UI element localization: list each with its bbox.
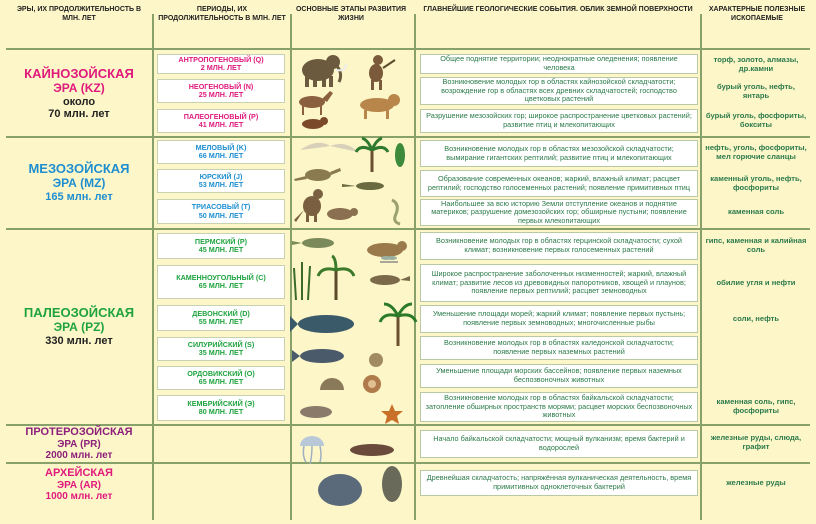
seahorse-icon xyxy=(392,200,400,224)
resource-cell: железные руды xyxy=(726,477,786,487)
resource-cell: железные руды, слюда, графит xyxy=(710,433,802,451)
period-duration: 35 МЛН. ЛЕТ xyxy=(198,348,244,357)
period-name: ПАЛЕОГЕНОВЫЙ (P) xyxy=(183,111,259,121)
reptile-icon xyxy=(327,208,358,220)
event-cell: Возникновение молодых гор в областях герцинской складчатости; сухой климат; возникновение первых голосеменных растений xyxy=(420,232,698,260)
horsetail-icon xyxy=(294,262,310,300)
period-duration: 41 МЛН. ЛЕТ xyxy=(198,120,244,129)
period-name: ЮРСКИЙ (J) xyxy=(199,171,243,181)
sabertooth-icon xyxy=(360,94,400,119)
nautilus-icon xyxy=(363,375,381,393)
period-duration: 25 МЛН. ЛЕТ xyxy=(198,90,244,99)
amphibian-icon xyxy=(292,238,334,248)
era-name: ПРОТЕРОЗОЙСКАЯ xyxy=(25,426,133,439)
period-name: КЕМБРИЙСКИЙ (Э) xyxy=(187,398,255,408)
early-human-icon xyxy=(369,55,395,90)
event-cell: Начало байкальской складчатости; мощный вулканизм; время бактерий и водорослей xyxy=(420,430,698,458)
event-cell: Уменьшение площади морских бассейнов; появление первых наземных беспозвоночных животных xyxy=(420,364,698,388)
era-duration: 165 млн. лет xyxy=(45,191,113,204)
mammoth-icon xyxy=(302,55,346,87)
era-name: АРХЕЙСКАЯ xyxy=(45,467,113,480)
event-cell: Широкое распространение заболоченных низменностей; жаркий, влажный климат; развитие лесов из древовидных папоротников, хвощей и плаунов; появление первых рептилий; расцвет земноводных xyxy=(420,264,698,302)
period-duration: 45 МЛН. ЛЕТ xyxy=(198,245,244,254)
era-abbr: ЭРА (AR) xyxy=(56,479,101,491)
resource-cell: нефть, уголь, фосфориты, мел горючие сланцы xyxy=(705,143,807,161)
event-cell: Возникновение молодых гор в областях каледонской складчатости; появление первых наземных растений xyxy=(420,336,698,360)
lizard-icon xyxy=(342,182,384,190)
era-name: ПАЛЕОЗОЙСКАЯ xyxy=(23,305,135,321)
event-cell: Древнейшая складчатость; напряжённая вулканическая деятельность, время примитивных одноклеточных бактерий xyxy=(420,470,698,496)
coelacanth-icon xyxy=(290,315,354,333)
event-cell: Общее поднятие территории; неоднократные оледенения; появление человека xyxy=(420,54,698,74)
period-duration: 65 МЛН. ЛЕТ xyxy=(198,377,244,386)
resource-cell: каменная соль xyxy=(728,206,784,216)
era-duration: около xyxy=(62,95,96,108)
header-era: ЭРЫ, ИХ ПРОДОЛЖИТЕЛЬНОСТЬ В МЛН. ЛЕТ xyxy=(16,6,142,22)
era-duration: 70 млн. лет xyxy=(48,108,110,121)
period-duration: 66 МЛН. ЛЕТ xyxy=(198,151,244,160)
resource-cell: обилие угля и нефти xyxy=(716,277,796,287)
era-duration: 1000 млн. лет xyxy=(45,491,113,503)
trilobite-icon xyxy=(300,406,332,418)
shell-icon xyxy=(320,378,344,390)
era-duration: 330 млн. лет xyxy=(45,335,113,348)
era-duration: 2000 млн. лет xyxy=(45,450,113,462)
theropod-icon xyxy=(294,189,323,222)
resource-cell: соли, нефть xyxy=(732,313,780,323)
period-name: ОРДОВИКСКИЙ (O) xyxy=(187,368,255,378)
palm-tree-icon xyxy=(380,304,416,346)
period-name: МЕЛОВЫЙ (K) xyxy=(195,142,247,152)
resource-cell: каменный уголь, нефть, фосфориты xyxy=(710,174,802,192)
resource-cell: бурый уголь, фосфориты, бокситы xyxy=(705,111,807,129)
resource-cell: гипс, каменная и калийная соль xyxy=(705,236,807,254)
event-cell: Возникновение молодых гор в областях мезозойской складчатости; вымирание гигантских рептилий; развитие птиц и млекопитающих xyxy=(420,140,698,167)
header-periods: ПЕРИОДЫ, ИХ ПРОДОЛЖИТЕЛЬНОСТЬ В МЛН. ЛЕТ xyxy=(158,6,286,22)
dragonfly-icon xyxy=(380,256,398,262)
horse-icon xyxy=(299,91,333,115)
small-mammal-icon xyxy=(302,117,328,129)
fern-icon xyxy=(395,143,405,167)
era-name: КАЙНОЗОЙСКАЯ xyxy=(24,65,134,81)
snail-icon xyxy=(369,353,383,367)
event-cell: Образование современных океанов; жаркий, влажный климат; расцвет рептилий; господство голосеменных растений; появление примитивных птиц xyxy=(420,170,698,197)
era-abbr: ЭРА (PR) xyxy=(57,438,101,450)
period-name: АНТРОПОГЕНОВЫЙ (Q) xyxy=(178,54,264,64)
fish-icon xyxy=(292,349,344,363)
worm-icon xyxy=(350,444,394,456)
header-events: ГЛАВНЕЙШИЕ ГЕОЛОГИЧЕСКИЕ СОБЫТИЯ. ОБЛИК ЗЕМНОЙ ПОВЕРХНОСТИ xyxy=(423,6,693,13)
era-abbr: ЭРА (KZ) xyxy=(53,80,105,95)
event-cell: Возникновение молодых гор в областях байкальской складчатости; затопление обширных пространств морями; расцвет морских беспозвоночных животных xyxy=(420,392,698,422)
resource-cell: торф, золото, алмазы, др.камни xyxy=(713,55,799,73)
event-cell: Возникновение молодых гор в областях кайнозойской складчатости; возрождение гор в областях всех древних складчатостей; господство цветковых растений xyxy=(420,77,698,105)
header-stages: ОСНОВНЫЕ ЭТАПЫ РАЗВИТИЯ ЖИЗНИ xyxy=(295,6,407,22)
period-duration: 53 МЛН. ЛЕТ xyxy=(198,180,244,189)
period-duration: 55 МЛН. ЛЕТ xyxy=(198,317,244,326)
jellyfish-icon xyxy=(300,436,324,464)
era-abbr: ЭРА (PZ) xyxy=(53,320,105,335)
event-cell: Наибольшее за всю историю Земли отступление океанов и поднятие материков; разрушение домезозойских гор; обширные пустыни; появление первых млекопитающих xyxy=(420,199,698,226)
period-name: ТРИАСОВЫЙ (T) xyxy=(191,202,251,212)
period-duration: 50 МЛН. ЛЕТ xyxy=(198,210,244,220)
pterosaur-icon xyxy=(300,143,358,152)
fern-tree-icon xyxy=(318,256,354,300)
period-duration: 80 МЛН. ЛЕТ xyxy=(198,407,244,416)
bacteria-icon xyxy=(318,466,402,506)
period-name: КАМЕННОУГОЛЬНЫЙ (C) xyxy=(176,272,266,282)
period-duration: 65 МЛН. ЛЕТ xyxy=(198,281,244,290)
period-name: ПЕРМСКИЙ (P) xyxy=(194,236,248,246)
resource-cell: каменная соль, гипс, фосфориты xyxy=(716,397,796,415)
lizard2-icon xyxy=(370,275,410,285)
period-name: СИЛУРИЙСКИЙ (S) xyxy=(187,339,255,349)
era-abbr: ЭРА (MZ) xyxy=(52,176,106,191)
event-cell: Уменьшение площади морей; жаркий климат; появление первых пустынь; появление первых земноводных; многочисленные рыбы xyxy=(420,305,698,333)
period-name: ДЕВОНСКИЙ (D) xyxy=(192,308,250,318)
era-name: МЕЗОЗОЙСКАЯ xyxy=(28,161,130,177)
header-resources: ХАРАКТЕРНЫЕ ПОЛЕЗНЫЕ ИСКОПАЕМЫЕ xyxy=(708,6,806,22)
raptor-icon xyxy=(294,168,341,181)
event-cell: Разрушение мезозойских гор; широкое распространение цветковых растений; развитие птиц и млекопитающих xyxy=(420,109,698,133)
starfish-icon xyxy=(381,404,403,424)
cycad-icon xyxy=(356,138,388,172)
salamander-icon xyxy=(367,241,407,257)
period-name: НЕОГЕНОВЫЙ (N) xyxy=(188,81,254,91)
resource-cell: бурый уголь, нефть, янтарь xyxy=(717,82,795,100)
period-duration: 2 МЛН. ЛЕТ xyxy=(200,63,242,72)
